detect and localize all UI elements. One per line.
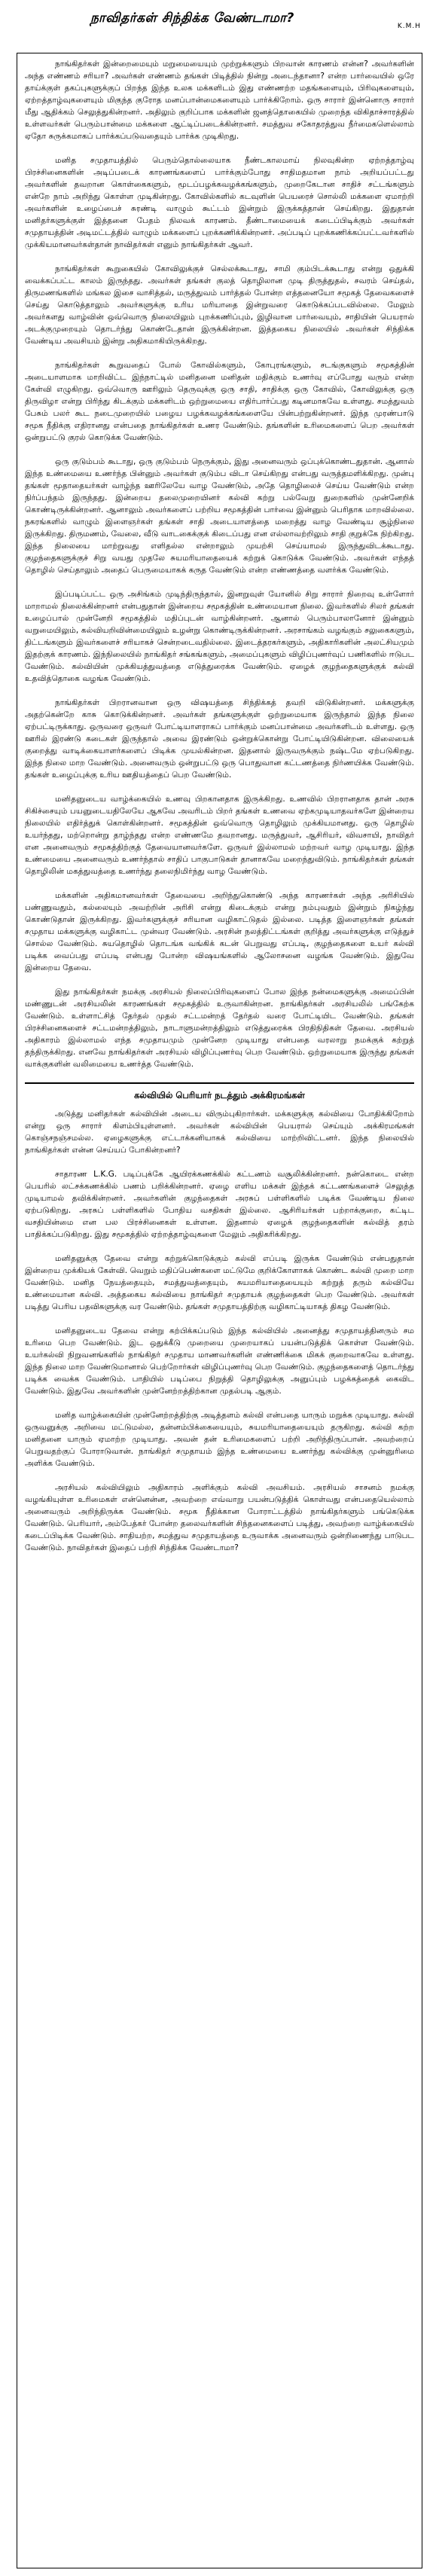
section-heading: கல்வியில் பெரியார் நடத்தும் அக்கிரமங்கள் — [134, 1090, 305, 1100]
paragraph: மனிதனுடைய வாழ்க்கையில் உணவு பிறகானதாக இருக்கிறது. உணவில் பிறரானதாக தான் அரசு சிகிச்சையும் பயனுடையதிலேயே ஆகவே அவரிடம் பிறர் தங்கள் உணவை ஏற்கமுடியாதவர்களே இன்றைய நிலையில் எதிர்த்துக் கொள்கின்றனர். சமூகத்தின் ஒவ்வொரு தொழிலும் முக்கியமானது. ஒரு தொழில் உயர்ந்தது, மற்றொன்று தாழ்ந்தது என்ற எண்ணமே தவறானது. மருத்துவர், ஆசிரியர், விவசாயி, நாவிதர் என அனைவரும் சமூகத்திற்குத் தேவையானவர்களே. ஒருவர் இல்லாமல் மற்றவர் வாழ முடியாது. இந்த உண்மையை அனைவரும் உணர்ந்தால் சாதிப் பாகுபாடுகள் தானாகவே மறைந்துவிடும். நாங்கிதர்கள் தங்கள் தொழிலின் மகத்துவத்தை உணர்ந்து தலைநிமிர்ந்து வாழ வேண்டும். — [25, 795, 414, 876]
header — [0, 0, 439, 45]
paragraph: மனித சமுதாயத்தில் பெரும்தொல்லையாக நீண்டகாலமாய் நிலவுகின்ற ஏற்றத்தாழ்வு பிரச்சினைகளின் அடிப்படைக் காரணங்களைப் பார்க்கும்போது சாதிமதமான நாம் அறியப்பட்டது அவர்களின் தவறான கொள்கைகளும், மூடப்பழக்கவழக்கங்களும், முறைகேடான சாதிச் சட்டங்களும் என்றே நாம் அறிந்து கொள்ள முடிகின்றது. கோவில்களில் கடவுளின் பெயரைச் சொல்லி மக்களை ஏமாற்றி அவர்களின் உழைப்பைச் சுரண்டி வாழும் கூட்டம் இன்றும் இருக்கத்தான் செய்கிறது. இதுதான் மனிதர்களுக்குள் இத்தனை பேதம் நிலவக் காரணம். தீண்டாமையைக் கடைப்பிடிக்கும் அவர்கள் சமுதாயத்தின் அடிமட்டத்தில் வாழும் மக்களைப் புறக்கணிக்கின்றனர். அப்படிப் புறக்கணிக்கப்பட்டவர்களில் முக்கியமானவர்கள்தான் நாவிதர்கள் எனும் நாங்கிதர்கள் ஆவர். — [25, 156, 414, 249]
paragraph: நாங்கிதர்கள் இன்றைமையும் மறுமையையும் முற்றுக்களும் பிறவான் காரணம் என்ன? அவர்களின் அந்த எண்ணம் சரியா? அவர்கள் எண்ணம் தங்கள் பிடித்தில் நின்று அடைந்தானா? என்ற பார்வையில் ஒரே தாய்க்குள் தகப்புகளுக்குப் பிறந்த இந்த உலக மக்களிடம் இது எண்ணற்ற மதங்களையும், பிரிவுகளையும், ஏற்றத்தாழ்வுகளையும் மிகுந்த குரோத மனப்பான்மைகளையும் பார்க்கிறோம். ஒரு சாரார் இன்னொரு சாரார் மீது ஆதிக்கம் செலுத்துகின்றனர். அதிலும் குறிப்பாக மக்களின் ஜனத்தொகையில் முறைந்த விகிதாச்சாரத்தில் உள்ளவர்கள் பெரும்பான்மை மக்களை ஆட்டிப்படைக்கின்றனர். சமத்துவ சகோதரத்துவ நீர்மைகளெல்லாம் ஏதோ சுருக்கமாகப் பார்க்கப்படுவதையும் பார்க்க முடிகிறது. — [25, 60, 414, 141]
paragraph: ஒரு குடும்பம் கூடாது, ஒரு குடும்பம் நெருக்கும், இது அனைவரும் ஒப்புக்கொண்டதுதான். ஆனால் இந்த உண்மையை உணர்ந்த பின்னும் அவர்கள் குடும்ப விடா செய்கிறது என்பது வருத்தமளிக்கிறது. முன்பு தங்கள் மூதாதையர்கள் வாழ்ந்த ஊரிலேயே வாழ வேண்டும், அதே தொழிலைச் செய்ய வேண்டும் என்ற நிர்ப்பந்தம் இருந்தது. இன்றைய தலைமுறையினர் கல்வி கற்று பல்வேறு துறைகளில் முன்னேறிக் கொண்டிருக்கின்றனர். ஆனாலும் அவர்களைப் பற்றிய சமூகத்தின் பார்வை இன்னும் பெரிதாக மாறவில்லை. நகரங்களில் வாழும் இளைஞர்கள் தங்கள் சாதி அடையாளத்தை மறைத்து வாழ வேண்டிய சூழ்நிலை இருக்கிறது. திருமணம், வேலை, வீடு வாடகைக்குக் கிடைப்பது என எல்லாவற்றிலும் சாதி குறுக்கே நிற்கிறது. இந்த நிலையை மாற்றுவது எளிதல்ல என்றாலும் முயற்சி செய்யாமல் இருந்துவிடக்கூடாது. குழந்தைகளுக்குச் சிறு வயது முதலே சுயமரியாதையைக் கற்றுக் கொடுக்க வேண்டும். அவர்கள் எந்தத் தொழில் செய்தாலும் அதைப் பெருமையாகக் கருத வேண்டும் என்ற எண்ணத்தை வளர்க்க வேண்டும். — [25, 457, 414, 575]
article-title: நாவிதர்கள் சிந்திக்க வேண்டாமா? — [90, 11, 294, 26]
paragraph: நாங்கிதர்கள் கூறுகையில் கோவிலுக்குச் செல்லக்கூடாது, சாமி கும்பிடக்கூடாது என்று ஒதுக்கி வைக்கப்பட்ட காலம் இருந்தது. அவர்கள் தங்கள் குலத் தொழிலான முடி திருத்துதல், சவரம் செய்தல், திருமணங்களில் மங்கல இசை வாசித்தல், மருத்துவம் பார்த்தல் போன்ற எத்தனையோ சமூகத் தேவைகளைச் செய்து கொடுத்தாலும் அவர்களுக்கு உரிய மரியாதை இன்றுவரை கொடுக்கப்படவில்லை. மேலும் அவர்களது வாழ்வின் ஒவ்வொரு நிலையிலும் புறக்கணிப்பும், இழிவான பார்வையும், சாதியின் பெயரால் அடக்குமுறையும் தொடர்ந்து கொண்டேதான் இருக்கின்றன. இத்தகைய நிலையில் அவர்கள் சிந்திக்க வேண்டிய அவசியம் இன்று அதிகமாகியிருக்கிறது. — [25, 264, 414, 346]
paragraph: நாங்கிதர்கள் கூறுவதைப் போல் கோவில்களும், கோபுரங்களும், சடங்குகளும் சமூகத்தின் அடையாளமாக மாறிவிட்ட இந்நாட்டில் மனிதனை மனிதன் மதிக்கும் உணர்வு எப்போது வரும் என்ற கேள்வி எழுகிறது. ஒவ்வொரு ஊரிலும் தெருவுக்கு ஒரு சாதி, சாதிக்கு ஒரு கோவில், கோவிலுக்கு ஒரு திருவிழா என்று பிரிந்து கிடக்கும் மக்களிடம் ஒற்றுமையை எதிர்பார்ப்பது கடினமாகவே உள்ளது. சமத்துவம் பேசும் பலர் கூட நடைமுறையில் பழைய பழக்கவழக்கங்களையே பின்பற்றுகின்றனர். இந்த முரண்பாடு சமூக நீதிக்கு எதிரானது என்பதை நாங்கிதர்கள் உணர வேண்டும். தங்களின் உரிமைகளைப் பெற அவர்கள் ஒன்றுபட்டு குரல் கொடுக்க வேண்டும். — [25, 361, 414, 442]
paragraph: இது நாங்கிதர்கள் நமக்கு அரசியல் நிலைப்பிரிவுகளைப் போல இந்த நன்மைகளுக்கு அமைப்பின் மண்ணுடன் அரசியலின் காரணங்கள் சமூகத்தில் உருவாகின்றன. நாங்கிதர்கள் அரசியலில் பங்கேற்க வேண்டும். உள்ளாட்சித் தேர்தல் முதல் சட்டமன்றத் தேர்தல் வரை போட்டியிட வேண்டும். தங்கள் பிரச்சினைகளைச் சட்டமன்றத்திலும், நாடாளுமன்றத்திலும் எடுத்துரைக்க பிரதிநிதிகள் தேவை. அரசியல் அதிகாரம் இல்லாமல் எந்த சமுதாயமும் முன்னேற முடியாது என்பதை வரலாறு நமக்குக் கற்றுத் தந்திருக்கிறது. எனவே நாங்கிதர்கள் அரசியல் விழிப்புணர்வு பெற வேண்டும். ஒற்றுமையாக இருந்து தங்கள் வாக்குகளின் வலிமையை உணர்த்த வேண்டும். — [25, 987, 414, 1069]
education-section — [25, 1082, 414, 1554]
paragraph: நாங்கிதர்கள் பிறரானவான ஒரு விஷயத்தை சிந்திக்கத் தவறி விடுகின்றனர். மக்களுக்கு அதற்கென்றே காசு கொடுக்கின்றனர். அவர்கள் தங்களுக்குள் ஒற்றுமையாக இருந்தால் இந்த நிலை ஏற்பட்டிருக்காது. ஒருவரை ஒருவர் போட்டியாளராகப் பார்க்கும் மனப்பான்மை அவர்களிடம் உள்ளது. ஒரு ஊரில் இரண்டு கடைகள் இருந்தால் அவை இரண்டும் ஒன்றுக்கொன்று போட்டியிடுகின்றன. விலையைக் குறைத்து வாடிக்கையாளர்களைப் பிடிக்க முயல்கின்றன. இதனால் இருவருக்கும் நஷ்டமே ஏற்படுகிறது. இந்த நிலை மாற வேண்டும். அனைவரும் ஒன்றுபட்டு ஒரு பொதுவான கட்டணத்தை நிர்ணயிக்க வேண்டும். தங்கள் உழைப்புக்கு உரிய ஊதியத்தைப் பெற வேண்டும். — [25, 698, 414, 780]
paragraph: மனிதனுக்கு தேவை என்று கற்றுக்கொடுக்கும் கல்வி எப்படி இருக்க வேண்டும் என்பதுதான் இன்றைய முக்கியக் கேள்வி. வெறும் மதிப்பெண்களை மட்டுமே குறிக்கோளாகக் கொண்ட கல்வி முறை மாற வேண்டும். மனித நேயத்தையும், சமத்துவத்தையும், சுயமரியாதையையும் கற்றுத் தரும் கல்வியே உண்மையான கல்வி. அத்தகைய கல்வியை நாங்கிதர் சமுதாயக் குழந்தைகள் பெற வேண்டும். அவர்கள் படித்து பெரிய பதவிகளுக்கு வர வேண்டும். தங்கள் சமுதாயத்திற்கு வழிகாட்டியாகத் திகழ வேண்டும். — [25, 1254, 414, 1311]
paragraph: அடுத்து மனிதர்கள் கல்வியின் அடைய விரும்புகிறார்கள். மக்களுக்கு கல்வியை போதிக்கிறோம் என்று ஒரு சாரார் கிளம்பியுள்ளனர். அவர்கள் கல்வியின் பெயரால் செய்யும் அக்கிரமங்கள் கொஞ்சநஞ்சமல்ல. ஏழைகளுக்கு எட்டாக்கனியாகக் கல்வியை மாற்றிவிட்டனர். இந்த நிலையில் நாங்கிதர்கள் என்ன செய்யப் போகின்றனர்? — [25, 1109, 414, 1155]
paragraph: மனித வாழ்க்கையின் முன்னேற்றத்திற்கு அடித்தளம் கல்வி என்பதை யாரும் மறுக்க முடியாது. கல்வி ஒருவனுக்கு அறிவை மட்டுமல்ல, தன்னம்பிக்கையையும், சுயமரியாதையையும் தருகிறது. கல்வி கற்ற மனிதனை யாரும் ஏமாற்ற முடியாது. அவன் தன் உரிமைகளைப் பற்றி அறிந்திருப்பான். அவற்றைப் பெறுவதற்குப் போராடுவான். நாங்கிதர் சமுதாயம் இந்த உண்மையை உணர்ந்து கல்விக்கு முன்னுரிமை அளிக்க வேண்டும். — [25, 1411, 414, 1468]
paragraph: சாதாரண L.K.G. படிப்புக்கே ஆயிரக்கணக்கில் கட்டணம் வசூலிக்கின்றனர். நன்கொடை என்ற பெயரில் லட்சக்கணக்கில் பணம் பறிக்கின்றனர். ஏழை எளிய மக்கள் இந்தக் கட்டணங்களைச் செலுத்த முடியாமல் தவிக்கின்றனர். அவர்களின் குழந்தைகள் அரசுப் பள்ளிகளில் படிக்க வேண்டிய நிலை ஏற்படுகிறது. அரசுப் பள்ளிகளில் போதிய வசதிகள் இல்லை. ஆசிரியர்கள் பற்றாக்குறை, கட்டிட வசதியின்மை என பல பிரச்சினைகள் உள்ளன. இதனால் ஏழைக் குழந்தைகளின் கல்வித் தரம் பாதிக்கப்படுகிறது. இது சமூகத்தில் ஏற்றத்தாழ்வுகளை மேலும் அதிகரிக்கிறது. — [25, 1170, 414, 1239]
paragraph: அரசியல் கல்வியிலும் அதிகாரம் அளிக்கும் கல்வி அவசியம். அரசியல் சாசனம் நமக்கு வழங்கியுள்ள உரிமைகள் என்னென்ன, அவற்றை எவ்வாறு பயன்படுத்திக் கொள்வது என்பதையெல்லாம் அனைவரும் அறிந்திருக்க வேண்டும். சமூக நீதிக்கான போராட்டத்தில் நாங்கிதர்களும் பங்கெடுக்க வேண்டும். பெரியார், அம்பேத்கர் போன்ற தலைவர்களின் சிந்தனைகளைப் படித்து, அவற்றை வாழ்க்கையில் கடைப்பிடிக்க வேண்டும். சாதியற்ற, சமத்துவ சமுதாயத்தை உருவாக்க அனைவரும் ஒன்றிணைந்து பாடுபட வேண்டும். நாவிதர்கள் இதைப் பற்றி சிந்திக்க வேண்டாமா? — [25, 1483, 414, 1552]
paragraph: இப்படிப்பட்ட ஒரு அசிங்கம் முடிந்திருந்தால், இனறுவுள் யோனில் சிறு சாரார் நிறைவு உள்ளோர் மாறாமல் நிலைக்கின்றனர் என்பதுதான் இன்றைய சமூகத்தின் உண்மையான நிலை. இவர்களில் சிலர் தங்கள் உழைப்பால் முன்னேறி சமூகத்தில் மதிப்புடன் வாழ்கின்றனர். ஆனால் பெரும்பாலானோர் இன்னும் வறுமையிலும், கல்வியறிவின்மையிலும் உழன்று கொண்டிருக்கின்றனர். அரசாங்கம் வழங்கும் சலுகைகளும், திட்டங்களும் இவர்களைச் சரியாகச் சென்றடைவதில்லை. இடைத்தரகர்களும், அதிகாரிகளின் அலட்சியமும் இதற்குக் காரணம். இந்நிலையில் நாங்கிதர் சங்கங்களும், அமைப்புகளும் விழிப்புணர்வுப் பணிகளில் ஈடுபட வேண்டும். கல்வியின் முக்கியத்துவத்தை எடுத்துரைக்க வேண்டும். ஏழைக் குழந்தைகளுக்குக் கல்வி உதவித்தொகை வழங்க வேண்டும். — [25, 590, 414, 683]
paragraph: மக்களின் அதிகமானவர்கள் தேவையை அறிந்துகொண்டு அந்த காரணர்கள் அந்த அரிசியில் பண்ணுவதும், கல்லையும் அவற்றின் அரிசி என்று கிடைக்கும் என்று நம்புவதும் இன்றும் நிகழ்ந்து கொண்டுதான் இருக்கிறது. இவர்களுக்குச் சரியான வழிகாட்டுதல் இல்லை. படித்த இளைஞர்கள் தங்கள் சமுதாய மக்களுக்கு வழிகாட்ட முன்வர வேண்டும். அரசின் நலத்திட்டங்கள் குறித்து அவர்களுக்கு எடுத்துச் சொல்ல வேண்டும். சுயதொழில் தொடங்க வங்கிக் கடன் பெறுவது எப்படி, குழந்தைகளை உயர் கல்வி படிக்க வைப்பது எப்படி என்பது போன்ற விஷயங்களில் ஆலோசனை வழங்க வேண்டும். இதுவே இன்றைய தேவை. — [25, 891, 414, 972]
article-body — [17, 53, 422, 2568]
author-initials: K.M.H — [397, 23, 421, 30]
paragraph: மனிதனுடைய தேவை என்று கற்பிக்கப்படும் இந்த கல்வியில் அனைத்து சமுதாயத்தினரும் சம உரிமை பெற வேண்டும். இட ஒதுக்கீடு முறையை முறையாகப் பயன்படுத்திக் கொள்ள வேண்டும். உயர்கல்வி நிறுவனங்களில் நாங்கிதர் சமுதாய மாணவர்களின் எண்ணிக்கை மிகக் குறைவாகவே உள்ளது. இந்த நிலை மாற வேண்டுமானால் பெற்றோர்கள் விழிப்புணர்வு பெற வேண்டும். குழந்தைகளைத் தொடர்ந்து படிக்க வைக்க வேண்டும். பாதியில் படிப்பை நிறுத்தி தொழிலுக்கு அனுப்பும் பழக்கத்தைக் கைவிட வேண்டும். இதுவே அவர்களின் முன்னேற்றத்திற்கான முதல்படி ஆகும். — [25, 1326, 414, 1396]
